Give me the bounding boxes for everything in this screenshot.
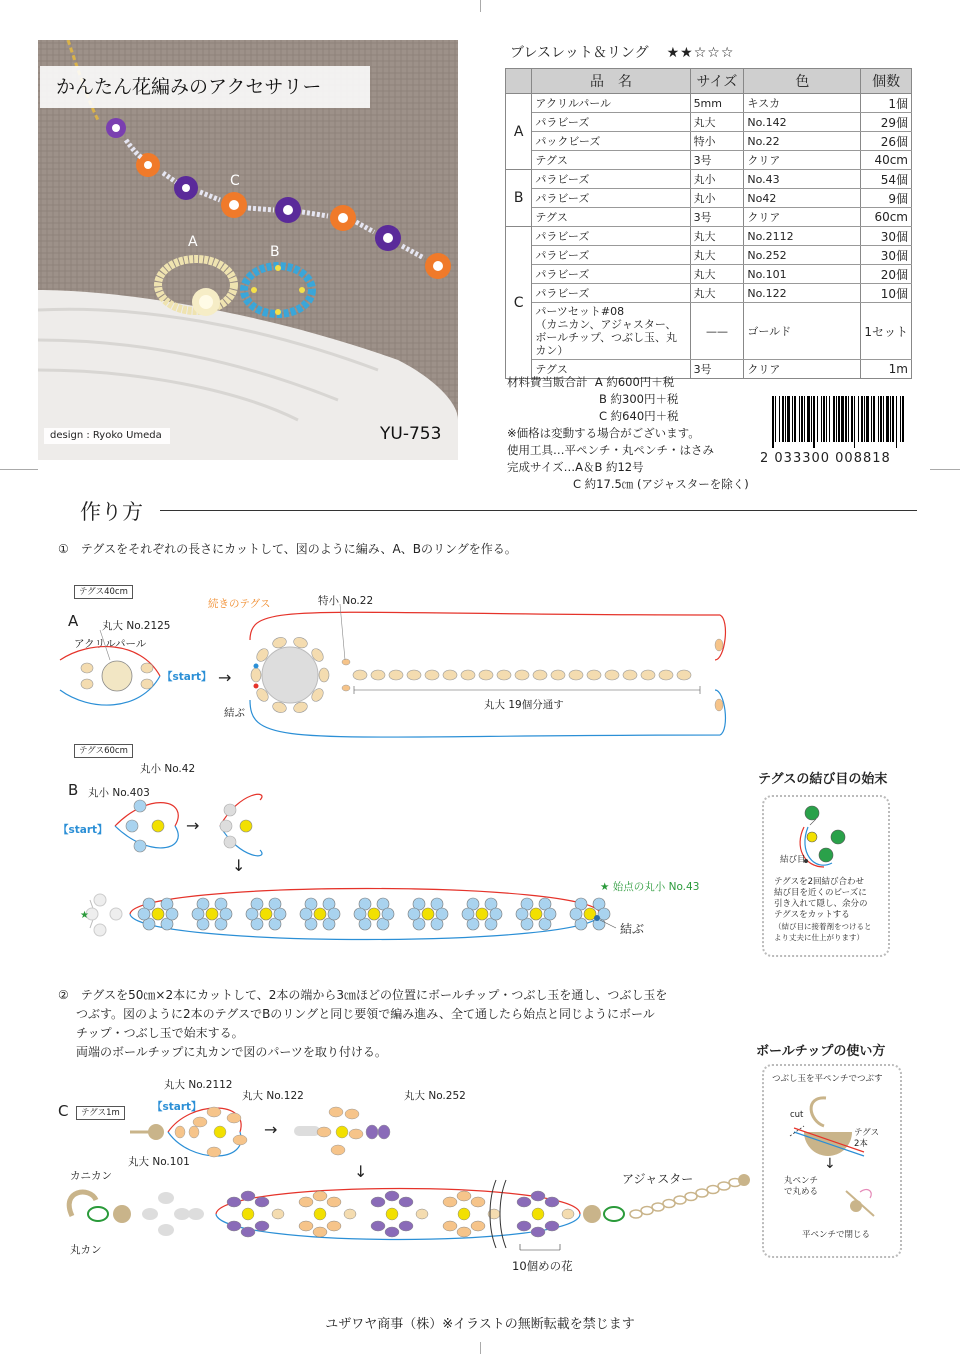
cell-color: No.2112	[744, 227, 861, 246]
ballchip-close: 平ペンチで閉じる	[802, 1230, 871, 1240]
tools: 使用工具…平ペンチ・丸ペンチ・はさみ	[507, 443, 714, 457]
chain-link	[652, 1203, 664, 1211]
bead	[241, 1191, 255, 1201]
cell-qty: 29個	[861, 113, 912, 132]
cell-color: No.252	[744, 246, 861, 265]
knot-label: 結び目	[780, 855, 806, 865]
cell-size: 丸小	[690, 170, 744, 189]
cost-a-value: A 約600円＋税	[594, 375, 675, 389]
cell-color: ゴールド	[744, 303, 861, 360]
bead	[255, 1221, 269, 1231]
bead	[457, 1227, 471, 1237]
bead	[545, 1221, 559, 1231]
bead	[371, 1221, 385, 1231]
down-arrow-b: ↓	[232, 856, 246, 875]
label-b252: 丸大 No.252	[404, 1090, 466, 1102]
diagram-c-step2	[294, 1107, 390, 1155]
price-note: ※価格は変動する場合がございます。	[507, 426, 700, 440]
bead	[329, 1107, 343, 1117]
cell-qty: 20個	[861, 265, 912, 284]
photo-label-c: C	[230, 173, 240, 189]
diagram-c-letter: C	[58, 1102, 69, 1120]
ballchip-step1: つぶし玉を平ペンチでつぶす	[772, 1074, 883, 1084]
label-bead-large: 丸大 No.2125	[102, 620, 171, 632]
cell-size: 3号	[690, 151, 744, 170]
cell-size: 丸大	[690, 227, 744, 246]
photo-label-b: B	[270, 244, 280, 260]
label-tenth-flower: 10個めの花	[512, 1259, 573, 1273]
cell-qty: 9個	[861, 189, 912, 208]
product-title: かんたん花編みのアクセサリー	[40, 66, 370, 108]
bead	[189, 1126, 199, 1138]
cell-name: テグス	[532, 151, 690, 170]
step-2-line-1: ② テグスを50㎝×2本にカットして、2本の端から3㎝ほどの位置にボールチップ・つぶし玉を通し、つぶし玉を	[58, 988, 668, 1002]
diagram-b-letter: B	[68, 781, 79, 799]
bead	[174, 1208, 190, 1220]
cell-color: No.101	[744, 265, 861, 284]
group-label: C	[506, 227, 532, 379]
label-small-42: 丸小 No.42	[140, 763, 196, 775]
group-label: B	[506, 170, 532, 227]
arrow-b: →	[186, 816, 200, 835]
table-header-qty: 個数	[861, 69, 912, 94]
bead	[327, 1197, 341, 1207]
tegusu-tag-b: テグス60cm	[74, 744, 133, 758]
cell-name: パラビーズ	[532, 246, 690, 265]
bead	[349, 1129, 363, 1139]
cell-qty: 54個	[861, 170, 912, 189]
label-pearl: アクリルパール	[74, 638, 147, 650]
bead	[233, 1135, 247, 1145]
bead	[531, 1227, 545, 1237]
cell-color: クリア	[744, 208, 861, 227]
bead	[142, 1208, 158, 1220]
size-c: C 約17.5㎝ (アジャスターを除く)	[573, 477, 749, 491]
chain-link	[707, 1186, 719, 1194]
barcode-number: 2 033300 008818	[760, 451, 891, 466]
bead	[317, 1127, 331, 1137]
chain-link	[685, 1193, 697, 1201]
bead	[562, 1209, 574, 1219]
cell-color: クリア	[744, 360, 861, 379]
bead	[531, 1191, 545, 1201]
bead	[227, 1221, 241, 1231]
label-b122: 丸大 No.122	[242, 1090, 304, 1102]
chain-link	[641, 1207, 653, 1215]
knot-line-5: （結び目に接着剤をつけると	[774, 922, 872, 931]
ballchip-tegusu: テグス 2本	[854, 1128, 880, 1149]
chain-link	[718, 1182, 730, 1190]
cell-name: パラビーズ	[532, 227, 690, 246]
bead	[241, 1227, 255, 1237]
cell-size: 丸小	[690, 189, 744, 208]
bead	[399, 1197, 413, 1207]
cost-b: B 約300円＋税	[599, 392, 679, 406]
chain-link	[630, 1210, 642, 1218]
bead	[207, 1107, 221, 1117]
step-1: ① テグスをそれぞれの長さにカットして、図のように編み、A、Bのリングを作る。	[58, 542, 517, 556]
knot-line-1: テグスを2回結び合わせ	[774, 877, 864, 887]
footer: ユザワヤ商事（株）※イラストの無断転載を禁じます	[325, 1317, 635, 1332]
bead	[471, 1197, 485, 1207]
cell-qty: 1m	[861, 360, 912, 379]
label-clasp: カニカン	[70, 1170, 112, 1182]
start-label-a: 【start】	[162, 671, 212, 683]
cost-label: 材料費当販合計	[507, 375, 588, 389]
bead	[399, 1221, 413, 1231]
down-arrow-c: ↓	[354, 1162, 368, 1181]
bead	[313, 1191, 327, 1201]
cell-color: No42	[744, 189, 861, 208]
diagram-c-chain	[69, 1174, 750, 1250]
bead	[272, 1209, 284, 1219]
cell-size: 3号	[690, 208, 744, 227]
bead	[416, 1209, 428, 1219]
arrow-c: →	[264, 1120, 278, 1139]
cell-qty: 60cm	[861, 208, 912, 227]
bead	[188, 1208, 204, 1220]
bead	[158, 1224, 174, 1236]
cell-qty: 10個	[861, 284, 912, 303]
label-origin-bead: ★ 始点の丸小 No.43	[600, 881, 700, 893]
bead	[227, 1113, 241, 1123]
difficulty-stars: ★★☆☆☆	[666, 45, 735, 61]
cell-size: 特小	[690, 132, 744, 151]
material-title: ブレスレット＆リング	[510, 45, 649, 61]
cell-color: No.22	[744, 132, 861, 151]
cell-name: テグス	[532, 208, 690, 227]
cell-color: クリア	[744, 151, 861, 170]
bead	[386, 1208, 398, 1220]
bead	[471, 1221, 485, 1231]
ballchip-round: 丸ペンチ で丸める	[784, 1176, 819, 1197]
bead	[242, 1208, 254, 1220]
bead	[214, 1126, 226, 1138]
table-header-color: 色	[744, 69, 861, 94]
designer-credit: design : Ryoko Umeda	[44, 428, 170, 444]
bead	[193, 1117, 207, 1127]
knot-line-4: テグスをカットする	[774, 910, 850, 920]
start-label-c: 【start】	[152, 1101, 202, 1113]
cell-color: キスカ	[744, 94, 861, 113]
bead	[457, 1191, 471, 1201]
ballchip-down-arrow: ↓	[824, 1156, 836, 1172]
instructions-title: 作り方	[80, 500, 143, 524]
table-header-size: サイズ	[690, 69, 744, 94]
bead	[314, 1208, 326, 1220]
bead	[299, 1221, 313, 1231]
chain-link	[663, 1200, 675, 1208]
bead	[366, 1125, 378, 1139]
bead	[517, 1197, 531, 1207]
tegusu-tag-c: テグス1m	[76, 1106, 125, 1120]
bead	[532, 1208, 544, 1220]
cell-name: パラビーズ	[532, 113, 690, 132]
cell-name: パラビーズ	[532, 189, 690, 208]
label-knot-b: 結ぶ	[620, 922, 645, 936]
tegusu-tag-a: テグス40cm	[74, 585, 133, 599]
step-2-line-2: つぶす。図のように2本のテグスでBのリングと同じ要領で編み進み、全て通したら始点と同じようにボール	[76, 1007, 655, 1021]
cell-name: パーツセット#08 （カニカン、アジャスター、 ボールチップ、つぶし玉、丸カン）	[532, 303, 690, 360]
cell-size: 丸大	[690, 246, 744, 265]
cell-qty: 26個	[861, 132, 912, 151]
bead	[371, 1197, 385, 1207]
label-knot-a: 結ぶ	[224, 707, 245, 719]
step-2-line-3: チップ・つぶし玉で始末する。	[76, 1026, 244, 1040]
label-tiny-bead: 特小 No.22	[318, 595, 374, 607]
bead	[443, 1197, 457, 1207]
arrow-a: →	[218, 668, 232, 687]
bead	[331, 1145, 345, 1155]
bead	[344, 1209, 356, 1219]
bead	[255, 1197, 269, 1207]
bead	[313, 1227, 327, 1237]
group-label: A	[506, 94, 532, 170]
cost-c: C 約640円＋税	[599, 409, 679, 423]
cell-qty: 30個	[861, 227, 912, 246]
bead	[207, 1147, 221, 1157]
knot-box-title: テグスの結び目の始末	[758, 772, 888, 787]
chain-link	[674, 1196, 686, 1204]
bead	[385, 1191, 399, 1201]
diagram-c-start	[130, 1107, 247, 1157]
diagram-a-letter: A	[68, 612, 79, 630]
chain-end	[738, 1174, 750, 1186]
cell-qty: 1個	[861, 94, 912, 113]
cell-color: No.43	[744, 170, 861, 189]
table-header-name: 品 名	[532, 69, 690, 94]
cell-name: パックビーズ	[532, 132, 690, 151]
label-b101: 丸大 No.101	[128, 1156, 190, 1168]
bead	[336, 1126, 348, 1138]
cell-qty: 1セット	[861, 303, 912, 360]
bead	[175, 1126, 185, 1138]
cell-size: 5mm	[690, 94, 744, 113]
cell-size: 丸大	[690, 284, 744, 303]
cell-qty: 30個	[861, 246, 912, 265]
knot-line-2: 結び目を近くのビーズに	[774, 888, 867, 898]
label-adjuster: アジャスター	[622, 1172, 694, 1186]
ballchip-box	[762, 1064, 902, 1258]
cell-name: アクリルパール	[532, 94, 690, 113]
ballchip-cut: cut	[790, 1110, 804, 1120]
cell-size: 丸大	[690, 265, 744, 284]
bead	[158, 1192, 174, 1204]
cell-name: パラビーズ	[532, 170, 690, 189]
size-ab: 完成サイズ…A＆B 約12号	[507, 460, 644, 474]
product-code: YU-753	[380, 424, 442, 444]
cell-size: 丸大	[690, 113, 744, 132]
cell-color: No.122	[744, 284, 861, 303]
bead	[458, 1208, 470, 1220]
bead	[327, 1221, 341, 1231]
label-pass-19: 丸大 19個分通す	[484, 699, 564, 711]
cell-qty: 40cm	[861, 151, 912, 170]
bead	[299, 1197, 313, 1207]
cell-name: パラビーズ	[532, 265, 690, 284]
ballchip-box-title: ボールチップの使い方	[756, 1044, 886, 1059]
bead	[545, 1197, 559, 1207]
cell-name: パラビーズ	[532, 284, 690, 303]
cell-name: テグス	[532, 360, 690, 379]
bead	[385, 1227, 399, 1237]
label-continue: 続きのテグス	[208, 598, 271, 610]
cell-size: 3号	[690, 360, 744, 379]
bead	[378, 1125, 390, 1139]
cell-color: No.142	[744, 113, 861, 132]
label-ring: 丸カン	[70, 1244, 102, 1256]
chain-link	[696, 1189, 708, 1197]
start-label-b: 【start】	[58, 824, 108, 836]
bead	[227, 1197, 241, 1207]
photo-label-a: A	[188, 234, 198, 250]
step-2-line-4: 両端のボールチップに丸カンで図のパーツを取り付ける。	[76, 1045, 387, 1059]
label-b2112: 丸大 No.2112	[164, 1079, 233, 1091]
knot-line-3: 引き入れて隠し、余分の	[774, 899, 868, 909]
star-icon: ★	[80, 910, 89, 921]
bead	[517, 1221, 531, 1231]
cell-size: ——	[690, 303, 744, 360]
bead	[345, 1109, 359, 1119]
knot-line-6: より丈夫に仕上がります）	[774, 933, 864, 942]
bead	[443, 1221, 457, 1231]
label-small-403: 丸小 No.403	[88, 787, 150, 799]
